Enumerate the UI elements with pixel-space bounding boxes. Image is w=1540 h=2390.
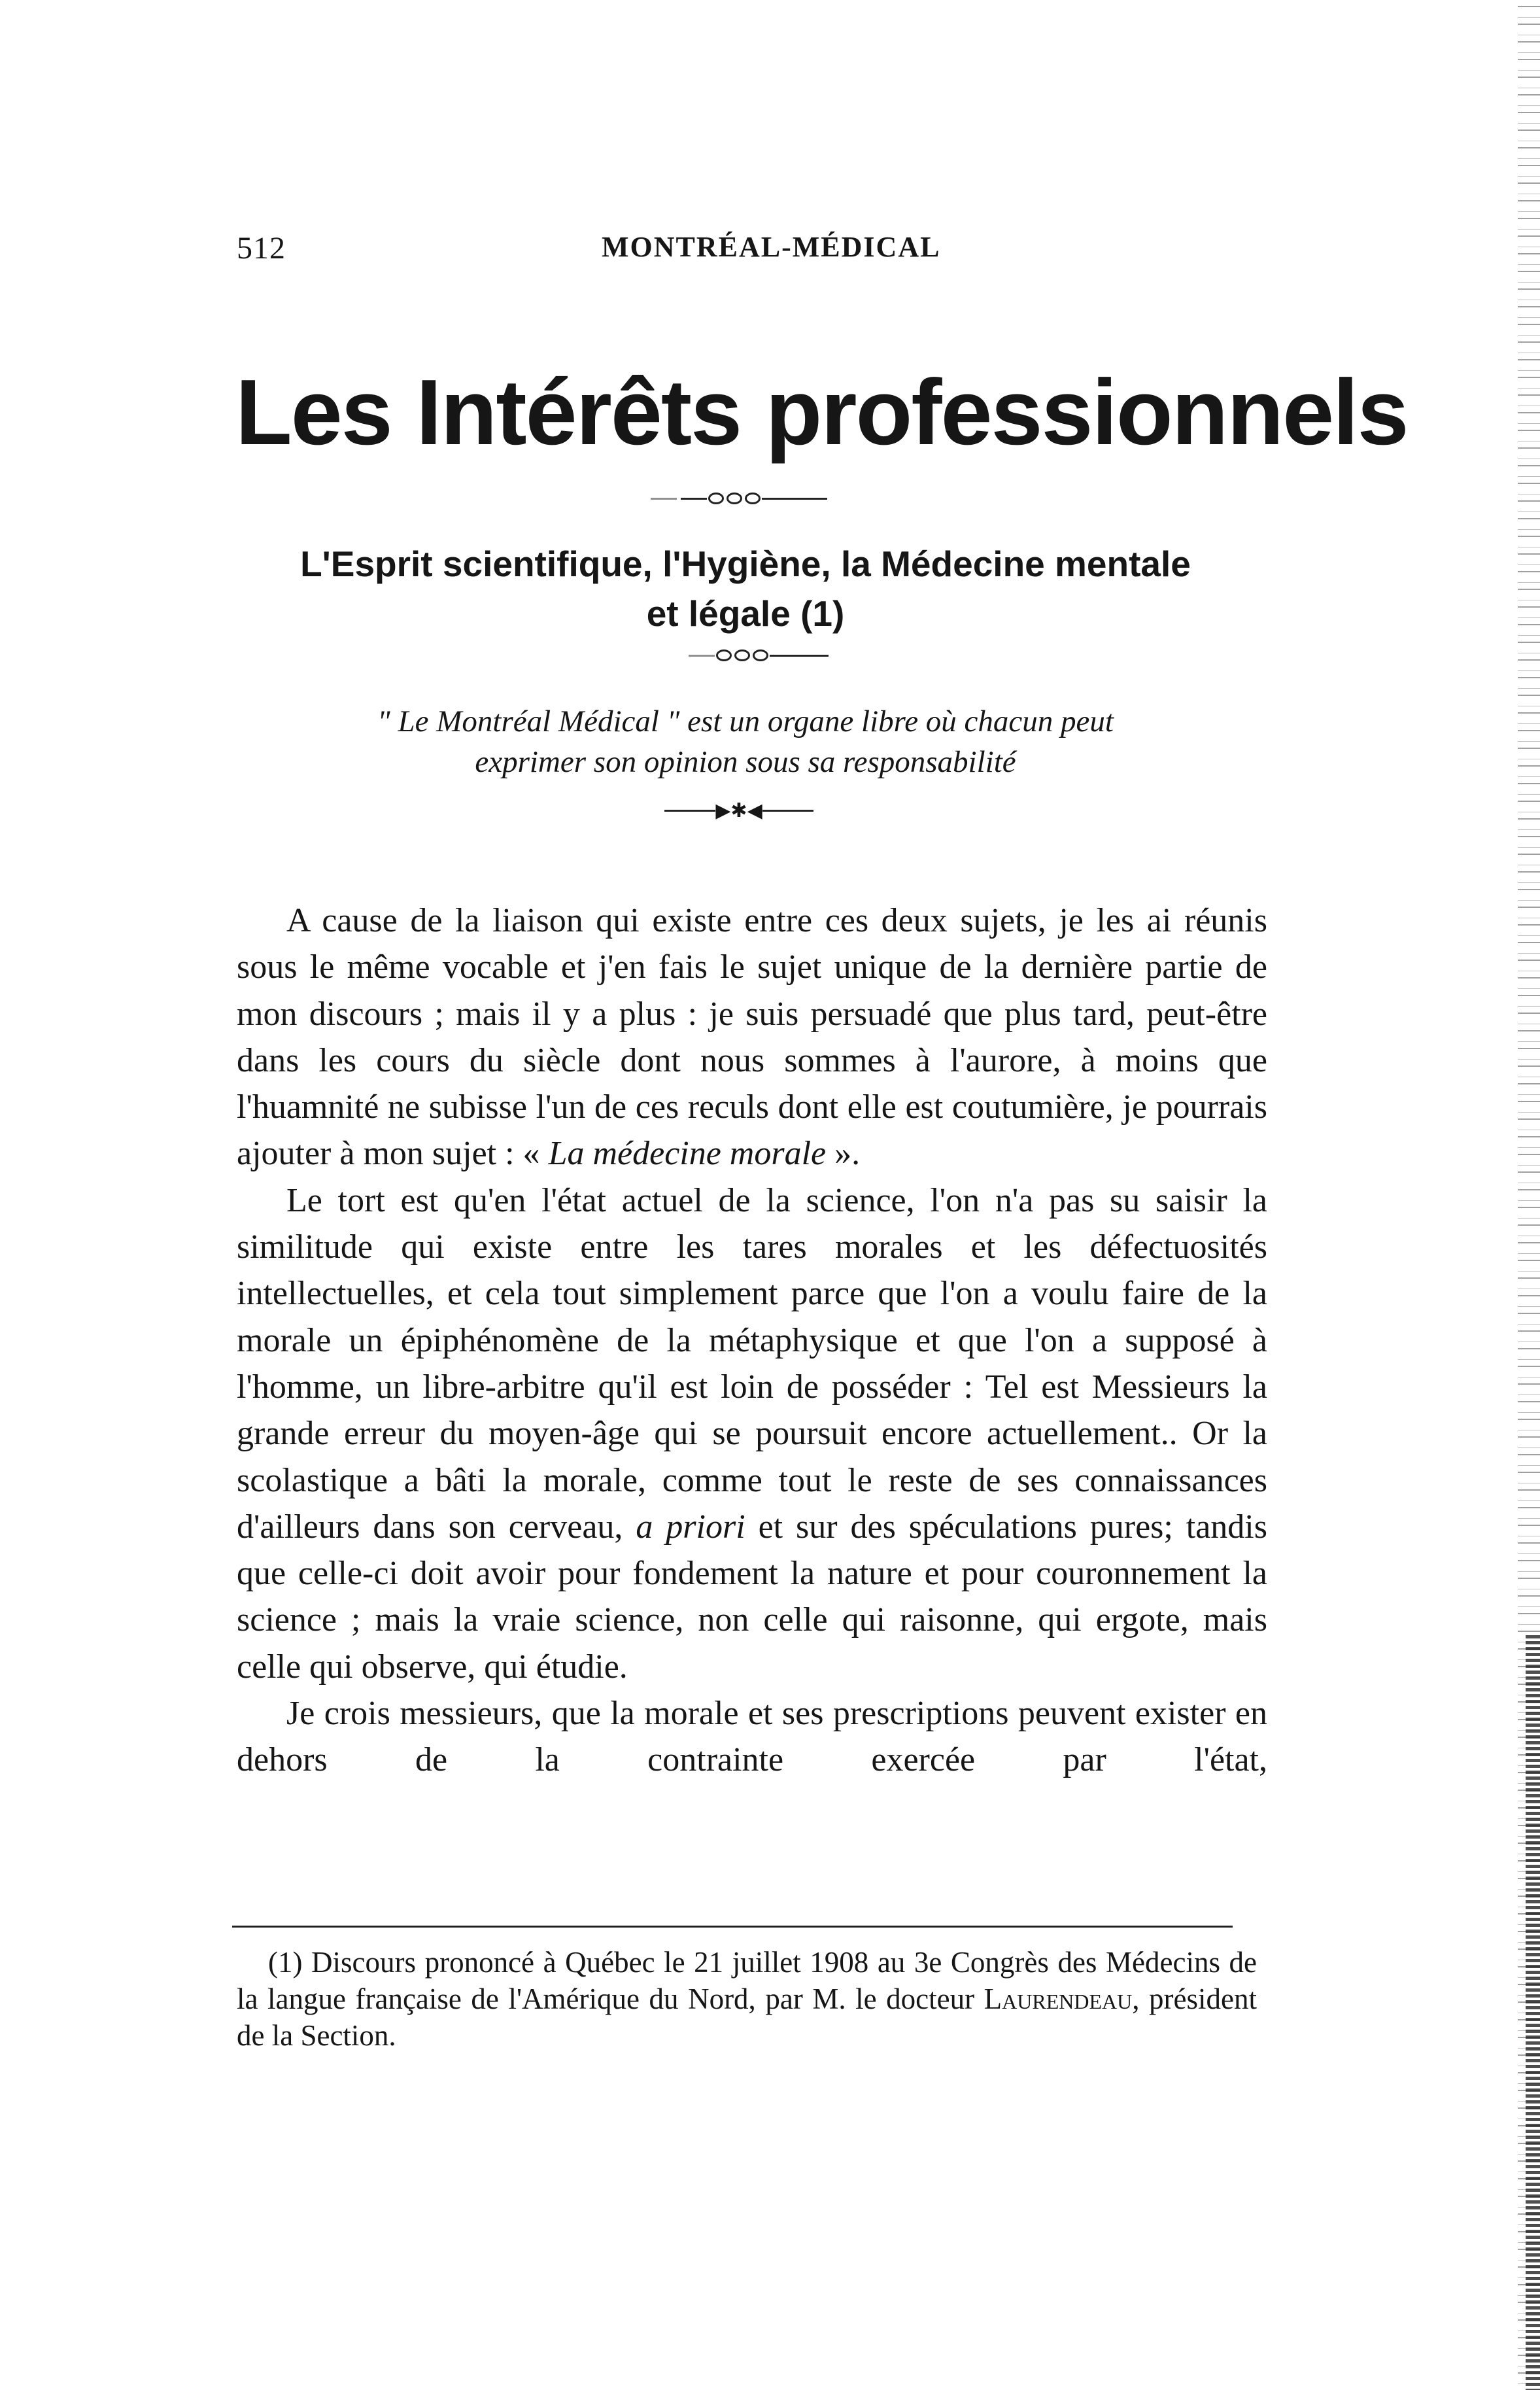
paragraph-text: ». <box>826 1135 861 1173</box>
article-subtitle <box>235 539 1256 638</box>
ornament-knot <box>745 493 761 504</box>
ornament-knot <box>727 493 742 504</box>
ornament-knot <box>716 649 732 661</box>
running-header <box>0 230 1540 269</box>
footnote <box>237 1944 1257 2054</box>
motto-line-1: " Le Montréal Médical " est un organe libre où chacun peut <box>377 704 1114 738</box>
ornament-bar <box>762 498 827 500</box>
footnote-text: , président de la Section. <box>237 1983 1257 2052</box>
ornament-bar <box>681 498 707 500</box>
subtitle-line-1: L'Esprit scientifique, l'Hygiène, la Médecine mentale <box>300 544 1191 584</box>
ornament-knot <box>734 649 750 661</box>
editorial-motto <box>235 701 1256 782</box>
ornament-bar <box>664 810 715 812</box>
footnote-text: (1) Discours prononcé à Québec le 21 juillet 1908 au 3e Congrès des Médecins de la langue française de l'Amérique du Nord, par M. le docteur <box>237 1946 1257 2015</box>
ornament-knot <box>708 493 724 504</box>
ornament-divider <box>641 492 837 505</box>
paragraph-text: A cause de la liaison qui existe entre ces deux sujets, je les ai réunis sous le même vocable et j'en fais le sujet unique de la dernière partie de mon discours ; mais il y a plus : je suis persuadé que plus tard, peut-être dans les cours du siècle dont nous sommes à l'aurore, à moins que l'huamnité ne subisse l'un de ces reculs dont elle est coutumière, je pourrais ajouter à mon sujet : « <box>237 902 1267 1173</box>
ornament-bar <box>770 655 829 657</box>
journal-title: MONTRÉAL-MÉDICAL <box>602 231 941 263</box>
star-ornament <box>654 801 824 820</box>
page-number: 512 <box>237 231 286 266</box>
paragraph-text: et sur des spéculations pures; tandis que celle-ci doit avoir pour fondement la nature et pour couronnement la science ; mais la vraie science, non celle qui raisonne, qui ergote, mais celle qui observe, qui étudie. <box>237 1508 1267 1686</box>
emphasis-text: a priori <box>636 1508 745 1546</box>
article-title: Les Intérêts professionnels <box>235 360 1408 464</box>
emphasis-text: La médecine morale <box>548 1135 827 1173</box>
footnote-author: Laurendeau <box>984 1983 1133 2015</box>
paragraph-text: Le tort est qu'en l'état actuel de la science, l'on n'a pas su saisir la similitude qui existe entre les tares morales et les défectuosités intellectuelles, et cela tout simplement parce que l'on a voulu faire de la morale un épiphénomène de la métaphysique et que l'on a supposé à l'homme, un libre-arbitre qu'il est loin de posséder : Tel est Messieurs la grande erreur du moyen-âge qui se poursuit encore actuellement.. Or la scolastique a bâti la morale, comme tout le reste de ses connaissances d'ailleurs dans son cerveau, <box>237 1181 1267 1546</box>
paragraph-1 <box>237 897 1267 1177</box>
paragraph-3: Je crois messieurs, que la morale et ses prescriptions peuvent exister en dehors de la contrainte exercée par l'état, <box>237 1695 1267 1779</box>
ornament-bar <box>762 810 813 812</box>
ornament-bar <box>651 498 677 500</box>
ornament-bar <box>689 655 715 657</box>
footnote-rule <box>232 1926 1233 1928</box>
ornament-knot <box>753 649 768 661</box>
motto-line-2: exprimer son opinion sous sa responsabilité <box>475 745 1016 779</box>
subtitle-line-2: et légale (1) <box>646 593 845 634</box>
article-body <box>237 897 1267 1784</box>
ornament-divider <box>680 649 837 662</box>
paragraph-2 <box>237 1177 1267 1690</box>
scan-edge-artifact-dark <box>1526 1635 1540 2390</box>
star-icon: ▶✱◀ <box>715 799 762 822</box>
